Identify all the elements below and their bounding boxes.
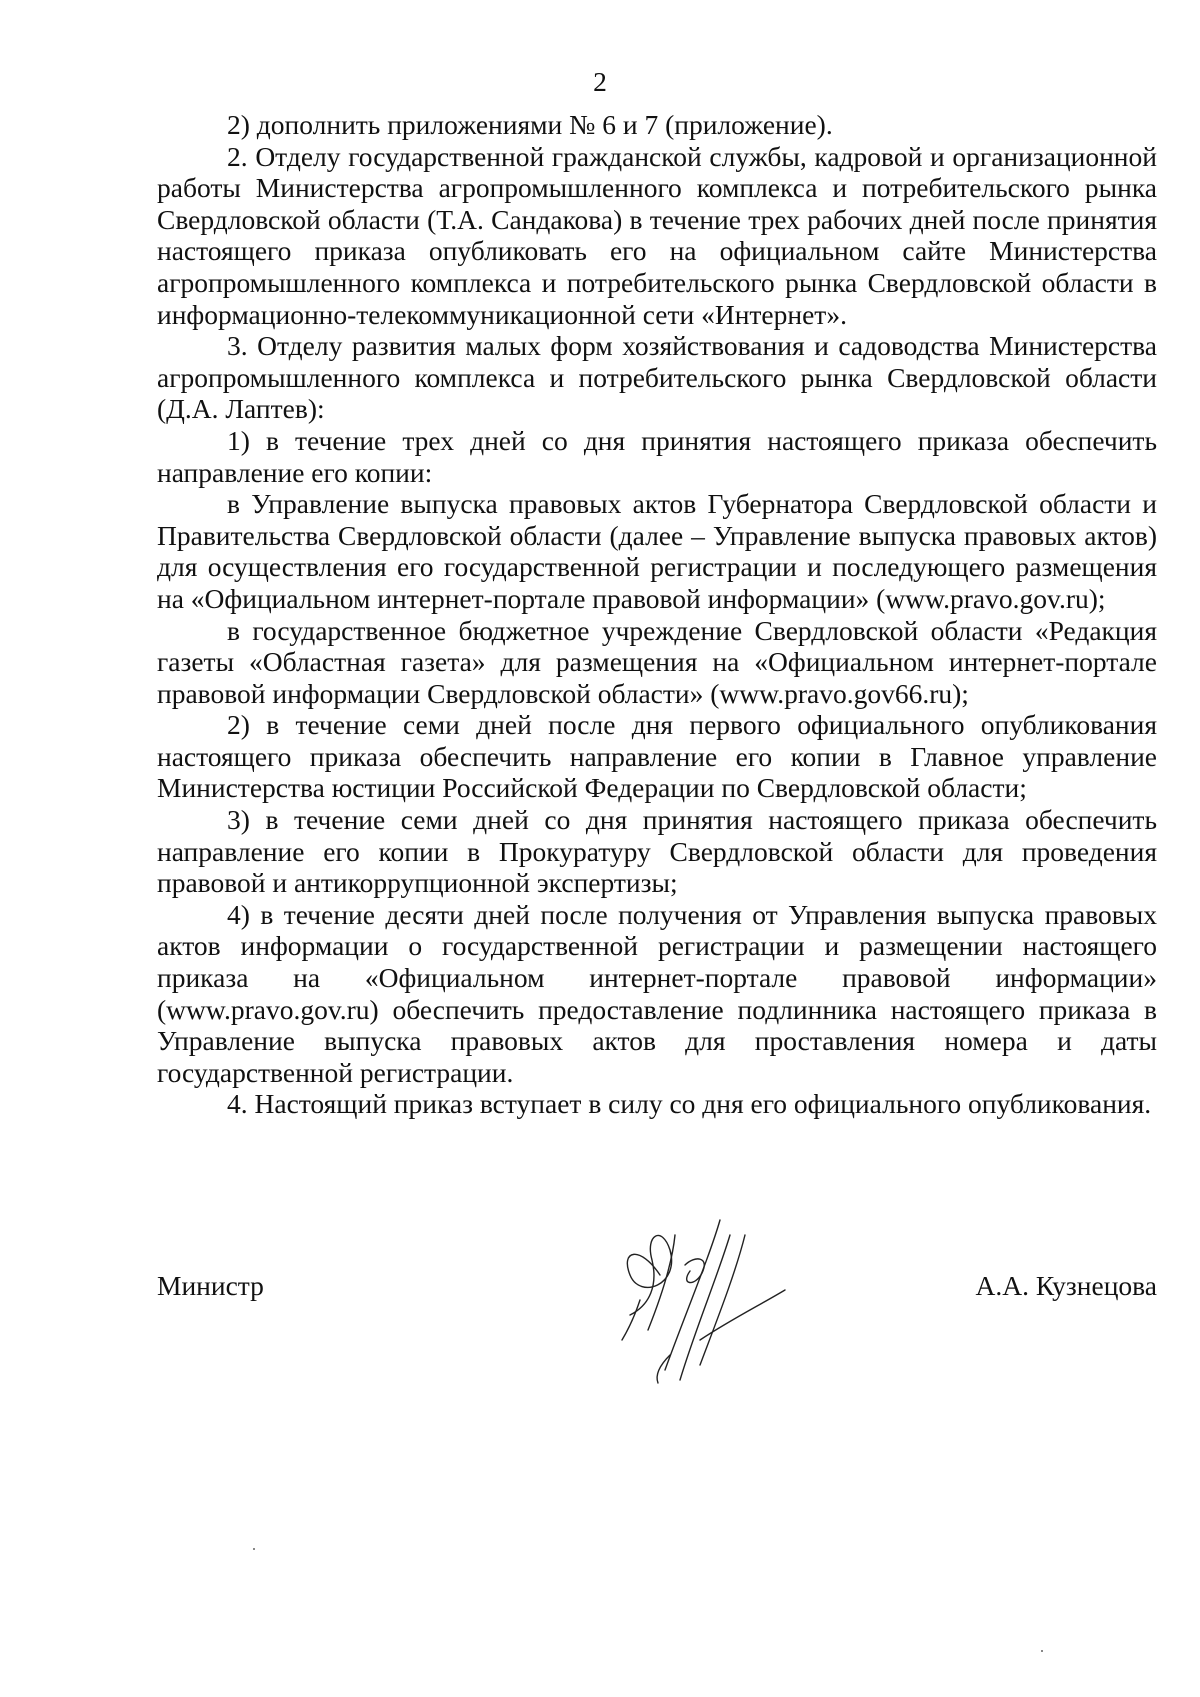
paragraph-3-1-a: в Управление выпуска правовых актов Губернатора Свердловской области и Правительства Свердловской области (далее – Управление выпуска правовых актов) для осуществления его государственной регистрации и последующего размещения на «Официальном интернет-портале правовой информации» (www.pravo.gov.ru); (157, 488, 1157, 614)
scan-speck (253, 1548, 255, 1550)
paragraph-3: 3. Отделу развития малых форм хозяйствования и садоводства Министерства агропромышленного комплекса и потребительского рынка Свердловской области (Д.А. Лаптев): (157, 330, 1157, 425)
signatory-position: Министр (157, 1270, 264, 1301)
paragraph-1-2: 2) дополнить приложениями № 6 и 7 (приложение). (227, 109, 833, 140)
scan-speck (1041, 1650, 1043, 1652)
document-body (157, 109, 1157, 1120)
paragraph-3-1-b: в государственное бюджетное учреждение Свердловской области «Редакция газеты «Областная газета» для размещения на «Официальном интернет-портале правовой информации Свердловской области» (www.pravo.gov66.ru); (157, 614, 1157, 709)
paragraph-3-2: 2) в течение семи дней после дня первого официального опубликования настоящего приказа обеспечить направление его копии в Главное управление Министерства юстиции Российской Федерации по Свердловской области; (157, 709, 1157, 804)
paragraph-2: 2. Отделу государственной гражданской службы, кадровой и организационной работы Министерства агропромышленного комплекса и потребительского рынка Свердловской области (Т.А. Сандакова) в течение трех рабочих дней после принятия настоящего приказа опубликовать его на официальном сайте Министерства агропромышленного комплекса и потребительского рынка Свердловской области в информационно-телекоммуникационной сети «Интернет». (157, 140, 1157, 330)
paragraph-3-1: 1) в течение трех дней со дня принятия настоящего приказа обеспечить направление его копии: (157, 424, 1157, 488)
paragraph-3-4: 4) в течение десяти дней после получения от Управления выпуска правовых актов информации о государственной регистрации и размещении настоящего приказа на «Официальном интернет-портале правовой информации» (www.pravo.gov.ru) обеспечить предоставление подлинника настоящего приказа в Управление выпуска правовых актов для проставления номера и даты государственной регистрации. (157, 898, 1157, 1088)
paragraph-3-3: 3) в течение семи дней со дня принятия настоящего приказа обеспечить направление его копии в Прокуратуру Свердловской области для проведения правовой и антикоррупционной экспертизы; (157, 804, 1157, 899)
signatory-name: А.А. Кузнецова (975, 1270, 1157, 1301)
page-number: 2 (593, 66, 607, 97)
handwritten-signature (600, 1205, 800, 1395)
paragraph-4: 4. Настоящий приказ вступает в силу со дня его официального опубликования. (227, 1088, 1152, 1120)
